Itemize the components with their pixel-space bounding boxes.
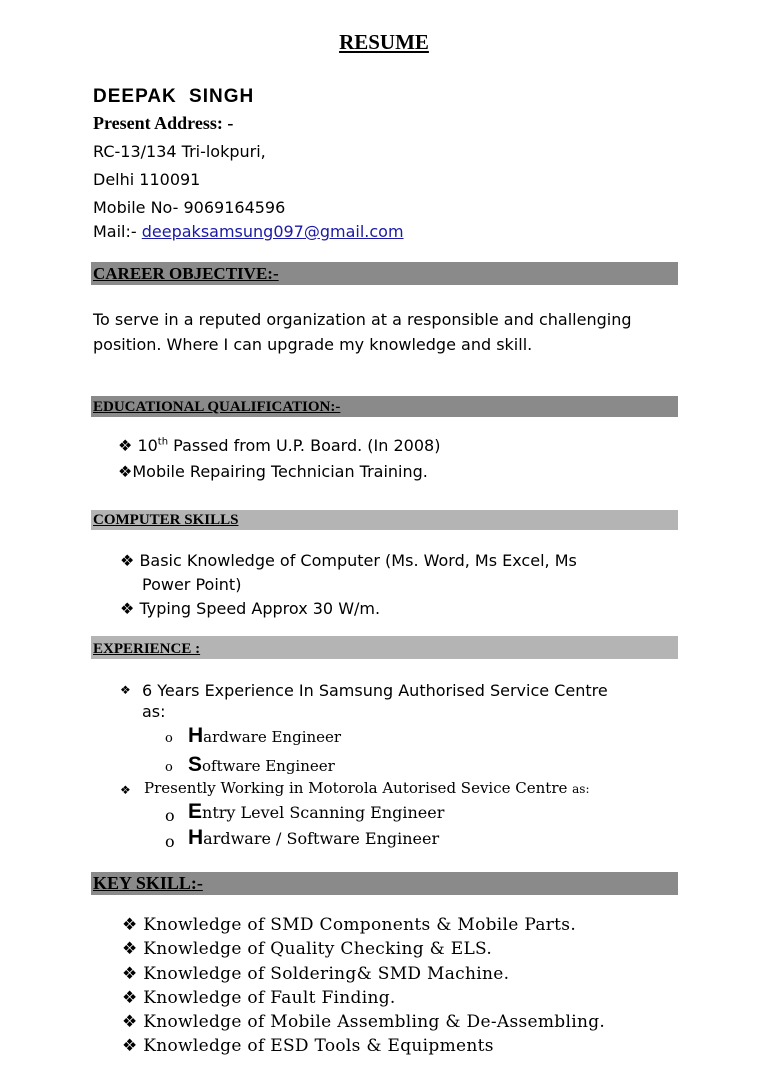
diamond-bullet-icon: ❖ xyxy=(120,599,135,618)
key-skill-item: ❖ Knowledge of SMD Components & Mobile Parts. xyxy=(122,915,577,935)
diamond-bullet-icon: ❖ xyxy=(122,915,138,935)
diamond-bullet-icon: ❖ xyxy=(118,462,133,481)
experience-heading: EXPERIENCE : xyxy=(93,641,201,657)
key-skill-item: ❖ Knowledge of Soldering& SMD Machine. xyxy=(122,964,510,984)
candidate-name: DEEPAK SINGH xyxy=(93,86,255,107)
sub-bullet-icon: o xyxy=(165,832,175,851)
role-entry-level-scanning-engineer: Entry Level Scanning Engineer xyxy=(188,800,445,823)
key-skill-item: ❖ Knowledge of Quality Checking & ELS. xyxy=(122,939,493,959)
experience-job-1-continued: as: xyxy=(142,702,166,721)
key-skill-heading-bar xyxy=(91,872,678,895)
address-line-1: RC-13/134 Tri-lokpuri, xyxy=(93,142,266,161)
career-objective-text: To serve in a reputed organization at a responsible and challenging position. Where I can upgrade my knowledge and skill. xyxy=(93,310,632,354)
diamond-bullet-icon: ❖ xyxy=(122,1012,138,1032)
mail-line xyxy=(93,222,404,241)
sub-bullet-icon: o xyxy=(165,731,173,746)
diamond-bullet-icon: ❖ xyxy=(120,683,131,697)
resume-title: RESUME xyxy=(339,30,429,54)
diamond-bullet-icon: ❖ xyxy=(118,436,133,455)
diamond-bullet-icon: ❖ xyxy=(122,964,138,984)
diamond-bullet-icon: ❖ xyxy=(122,1036,138,1056)
email-link[interactable]: deepaksamsung097@gmail.com xyxy=(141,222,404,241)
education-heading-bar xyxy=(91,396,678,417)
role-software-engineer: Software Engineer xyxy=(188,753,335,776)
career-objective-heading: CAREER OBJECTIVE:- xyxy=(93,264,279,283)
computer-skills-heading: COMPUTER SKILLS xyxy=(93,512,239,528)
diamond-bullet-icon: ❖ xyxy=(120,783,131,797)
education-item: ❖ 10th Passed from U.P. Board. (In 2008) xyxy=(118,436,441,455)
education-heading: EDUCATIONAL QUALIFICATION:- xyxy=(93,399,341,415)
computer-skill-item: ❖ Basic Knowledge of Computer (Ms. Word, Ms Excel, Ms xyxy=(120,551,577,570)
address-line-2: Delhi 110091 xyxy=(93,170,201,189)
diamond-bullet-icon: ❖ xyxy=(122,988,138,1008)
key-skill-item: ❖ Knowledge of Mobile Assembling & De-Assembling. xyxy=(122,1012,606,1032)
mobile-number: Mobile No- 9069164596 xyxy=(93,198,286,217)
role-hardware-engineer: Hardware Engineer xyxy=(188,724,342,747)
computer-skill-item: ❖ Typing Speed Approx 30 W/m. xyxy=(120,599,381,618)
diamond-bullet-icon: ❖ xyxy=(122,939,138,959)
education-item: ❖Mobile Repairing Technician Training. xyxy=(118,462,428,481)
key-skill-heading: KEY SKILL:- xyxy=(93,873,203,893)
role-hardware-software-engineer: Hardware / Software Engineer xyxy=(188,826,440,849)
present-address-label: Present Address: - xyxy=(93,113,234,133)
computer-skill-item-continued: Power Point) xyxy=(142,575,242,594)
key-skill-item: ❖ Knowledge of Fault Finding. xyxy=(122,988,396,1008)
experience-job-2: Presently Working in Motorola Autorised Sevice Centre as: xyxy=(144,779,590,797)
sub-bullet-icon: o xyxy=(165,806,175,825)
key-skill-item: ❖ Knowledge of ESD Tools & Equipments xyxy=(122,1036,494,1056)
experience-heading-bar xyxy=(91,636,678,659)
sub-bullet-icon: o xyxy=(165,760,173,775)
diamond-bullet-icon: ❖ xyxy=(120,551,135,570)
computer-skills-heading-bar xyxy=(91,510,678,530)
career-objective-heading-bar xyxy=(91,262,678,285)
experience-job-1: 6 Years Experience In Samsung Authorised Service Centre xyxy=(142,681,608,700)
mail-label: Mail:- xyxy=(93,222,142,241)
